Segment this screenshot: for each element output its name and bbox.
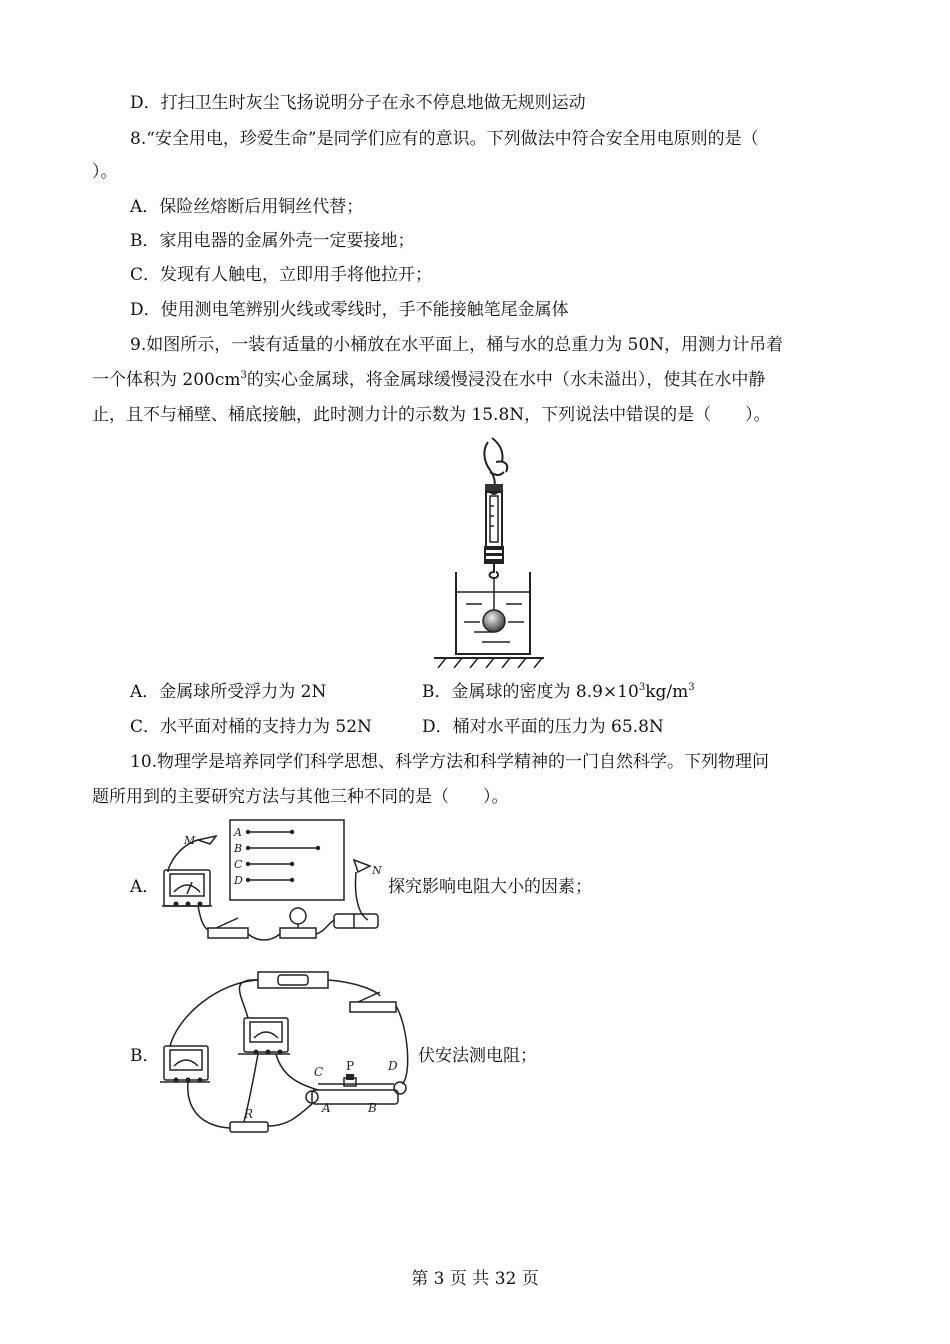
- q8-stem-line1: 8.“安全用电，珍爱生命”是同学们应有的意识。下列做法中符合安全用电原则的是（: [130, 129, 759, 149]
- q9-stem-line2: 一个体积为 $200cm^3$的实心金属球，将金属球缓慢浸没在水中（水未溢出），使其在水中静: [92, 370, 766, 390]
- q10-option-b-label: B．: [130, 1046, 160, 1066]
- q9-stem-line3: 止，且不与桶壁、桶底接触，此时测力计的示数为 15.8N，下列说法中错误的是（ ）。: [92, 405, 771, 425]
- q9-stem-line1: 9.如图所示，一装有适量的小桶放在水平面上，桶与水的总重力为 50N，用测力计吊着: [130, 335, 784, 355]
- q10-option-a-text: 探究影响电阻大小的因素；: [388, 877, 592, 897]
- page-footer: 第 3 页 共 32 页: [411, 1269, 539, 1289]
- fig-a-label-m: M: [184, 834, 196, 847]
- fig-a-label-n: N: [372, 864, 382, 877]
- q10-option-b-text: 伏安法测电阻；: [418, 1046, 537, 1066]
- q10-option-a-label: A．: [130, 877, 160, 897]
- fig-a-label-d: D: [234, 874, 243, 887]
- q9-figure-spring-scale: [430, 432, 546, 672]
- q8-option-a: A．保险丝熔断后用铜丝代替；: [130, 197, 364, 217]
- q8-option-b: B．家用电器的金属外壳一定要接地；: [130, 231, 415, 251]
- fig-b-label-p: P: [346, 1059, 355, 1073]
- q10-figure-b-voltammetry-circuit: [158, 966, 414, 1138]
- fig-a-label-a: A: [234, 826, 242, 839]
- fig-b-label-a: A: [322, 1101, 331, 1115]
- q8-stem-line2: ）。: [92, 162, 118, 182]
- q10-stem-line2: 题所用到的主要研究方法与其他三种不同的是（ ）。: [92, 787, 509, 807]
- q10-figure-a-resistance-circuit: [158, 816, 388, 944]
- fig-a-label-c: C: [234, 858, 243, 871]
- fig-b-label-r: R: [244, 1107, 254, 1121]
- q9-option-a: A．金属球所受浮力为 2N: [130, 682, 327, 702]
- q9-option-c: C．水平面对桶的支持力为 52N: [130, 717, 372, 737]
- fig-a-label-b: B: [234, 842, 243, 855]
- q7-option-d: D．打扫卫生时灰尘飞扬说明分子在永不停息地做无规则运动: [130, 93, 586, 113]
- q10-stem-line1: 10.物理学是培养同学们科学思想、科学方法和科学精神的一门自然科学。下列物理问: [130, 752, 770, 772]
- fig-b-label-b: B: [368, 1101, 377, 1115]
- q8-option-c: C．发现有人触电，立即用手将他拉开；: [130, 265, 433, 285]
- q8-option-d: D．使用测电笔辨别火线或零线时，手不能接触笔尾金属体: [130, 300, 569, 320]
- q9-option-b: B．金属球的密度为 $8.9\times 10^3kg/m^3$: [422, 682, 695, 702]
- fig-b-label-d: D: [388, 1059, 398, 1073]
- q9-option-d: D．桶对水平面的压力为 65.8N: [422, 717, 664, 737]
- fig-b-label-c: C: [314, 1065, 324, 1079]
